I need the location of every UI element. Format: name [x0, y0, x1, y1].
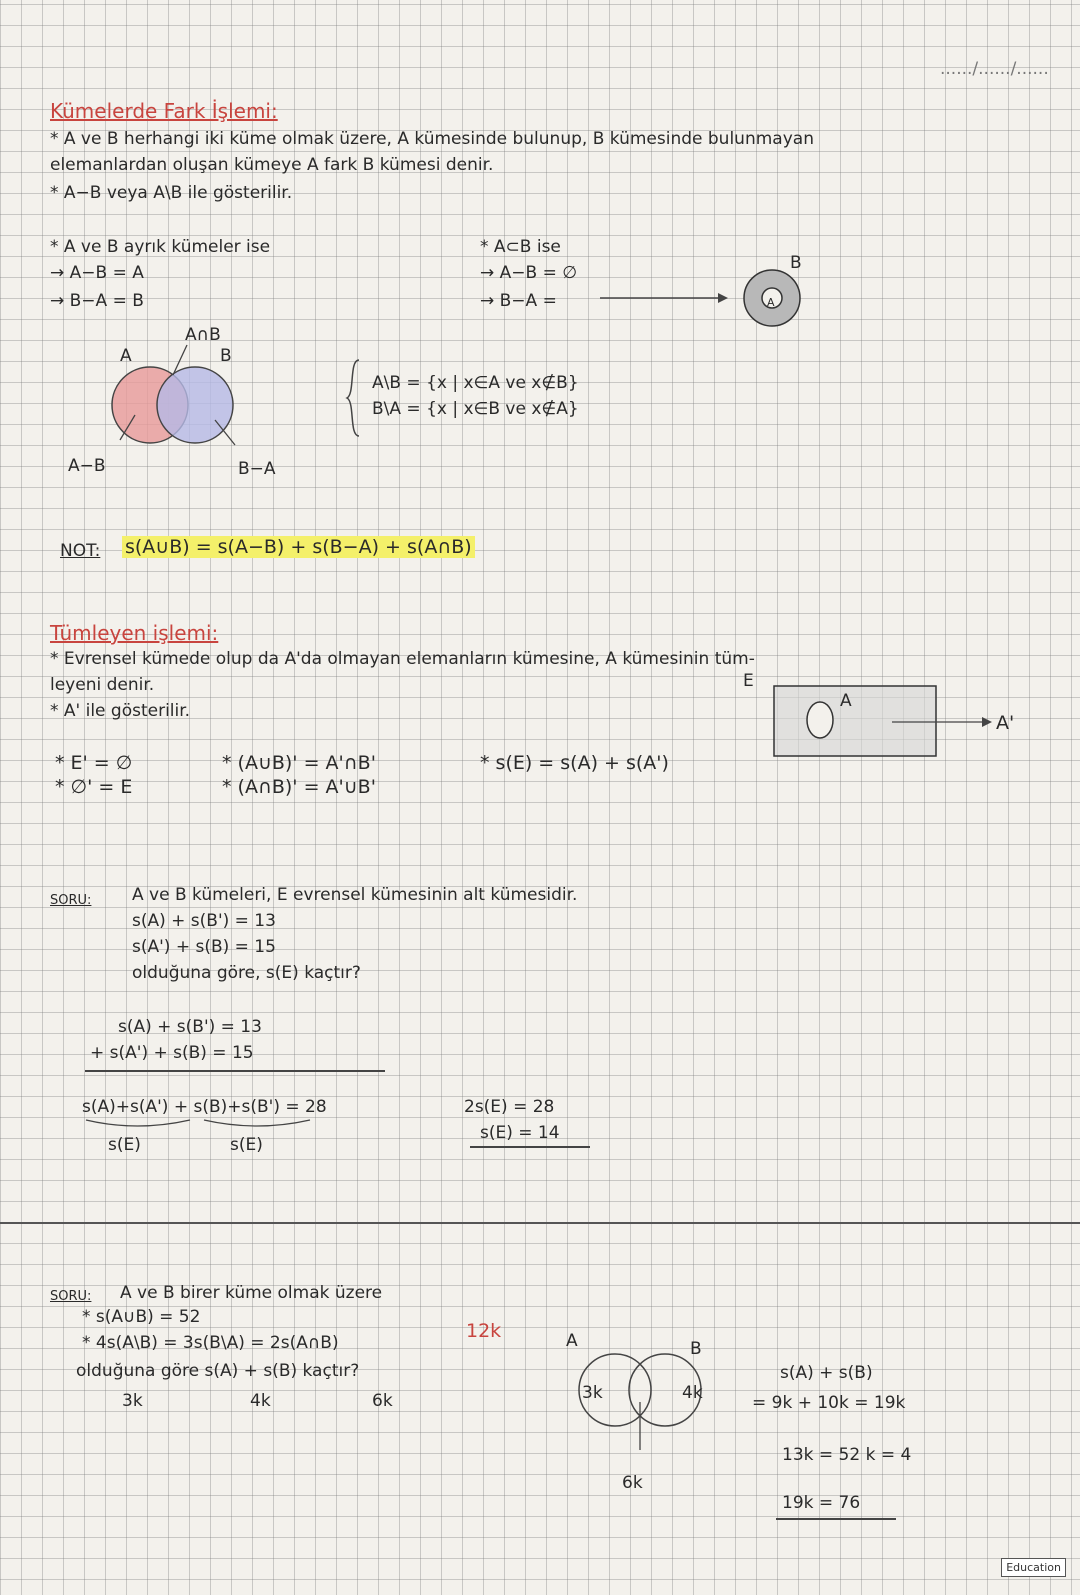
- text-line: * A ve B herhangi iki küme olmak üzere, A kümesinde bulunup, B kümesinde bulunmayan: [50, 129, 814, 149]
- section-divider: [0, 1222, 1080, 1224]
- text-line: → A−B = ∅: [480, 263, 578, 283]
- question-text: s(A) + s(B') = 13: [132, 911, 276, 931]
- a-label: A: [840, 691, 852, 711]
- section-title-difference: Kümelerde Fark İşlemi:: [50, 99, 278, 123]
- work-line: s(E): [108, 1135, 141, 1155]
- venn2-right: 4k: [682, 1383, 703, 1403]
- solution-line: 19k = 76: [782, 1493, 861, 1513]
- text-line: * A' ile gösterilir.: [50, 701, 191, 721]
- arrow-right-icon: [600, 290, 730, 310]
- note-12k: 12k: [466, 1320, 502, 1342]
- ring-label-a: A: [767, 296, 775, 309]
- venn2-label-b: B: [690, 1339, 702, 1359]
- work-line: s(A)+s(A') + s(B)+s(B') = 28: [82, 1097, 327, 1117]
- definition-b-minus-a: B\A = {x | x∈B ve x∉A}: [372, 399, 579, 419]
- result-underline: [470, 1146, 590, 1148]
- question-label: SORU:: [50, 1289, 92, 1304]
- brace-under-icon: [82, 1118, 322, 1132]
- complement-diagram: [772, 684, 1015, 764]
- venn-diagram-2: [570, 1340, 710, 1480]
- formula: * E' = ∅: [55, 752, 133, 774]
- venn2-left: 3k: [582, 1383, 603, 1403]
- text-line: * A ve B ayrık kümeler ise: [50, 237, 271, 257]
- work-line: + s(A') + s(B) = 15: [90, 1043, 254, 1063]
- work-line: s(A) + s(B') = 13: [118, 1017, 262, 1037]
- question-text: * 4s(A\B) = 3s(B\A) = 2s(A∩B): [82, 1333, 339, 1353]
- note-formula: s(A∪B) = s(A−B) + s(B−A) + s(A∩B): [122, 536, 475, 558]
- venn-diagram: [95, 355, 255, 455]
- question-text: A ve B kümeleri, E evrensel kümesinin alt kümesidir.: [132, 885, 578, 905]
- solution-underline: [776, 1518, 896, 1520]
- formula: * (A∪B)' = A'∩B': [222, 752, 376, 774]
- result-line: 2s(E) = 28: [464, 1097, 555, 1117]
- text-line: elemanlardan oluşan kümeye A fark B kümesi denir.: [50, 155, 494, 175]
- section-title-complement: Tümleyen işlemi:: [50, 621, 219, 645]
- ring-label-b: B: [790, 253, 802, 273]
- question-text: olduğuna göre, s(E) kaçtır?: [132, 963, 361, 983]
- text-line: → B−A = B: [50, 291, 144, 311]
- venn-label-a-minus-b: A−B: [68, 456, 106, 476]
- solution-line: 13k = 52 k = 4: [782, 1445, 912, 1465]
- venn-label-b-minus-a: B−A: [238, 459, 276, 479]
- k-value: 6k: [372, 1391, 393, 1411]
- brace-icon: [345, 358, 365, 438]
- formula: * ∅' = E: [55, 776, 133, 798]
- definition-a-minus-b: A\B = {x | x∈A ve x∉B}: [372, 373, 579, 393]
- note-label: NOT:: [60, 541, 101, 561]
- formula: * s(E) = s(A) + s(A'): [480, 752, 669, 774]
- text-line: * A⊂B ise: [480, 237, 561, 257]
- formula: * (A∩B)' = A'∪B': [222, 776, 376, 798]
- question-label: SORU:: [50, 893, 92, 908]
- question-text: olduğuna göre s(A) + s(B) kaçtır?: [76, 1361, 360, 1381]
- text-line: → B−A =: [480, 291, 557, 311]
- venn2-label-a: A: [566, 1331, 578, 1351]
- venn-label-a: A: [120, 346, 132, 366]
- a-prime-label: A': [996, 712, 1015, 734]
- work-line: s(E): [230, 1135, 263, 1155]
- text-line: * Evrensel kümede olup da A'da olmayan elemanların kümesine, A kümesinin tüm-: [50, 649, 755, 669]
- solution-line: = 9k + 10k = 19k: [752, 1393, 906, 1413]
- k-value: 3k: [122, 1391, 143, 1411]
- venn-label-intersection: A∩B: [185, 325, 221, 345]
- question-text: * s(A∪B) = 52: [82, 1307, 201, 1327]
- k-value: 4k: [250, 1391, 271, 1411]
- text-line: * A−B veya A\B ile gösterilir.: [50, 183, 293, 203]
- venn-label-b: B: [220, 346, 232, 366]
- date-placeholder: ....../....../......: [940, 59, 1049, 79]
- text-line: leyeni denir.: [50, 675, 155, 695]
- venn2-middle: 6k: [622, 1473, 643, 1493]
- subset-ring-diagram: [730, 250, 820, 340]
- question-text: s(A') + s(B) = 15: [132, 937, 276, 957]
- e-label: E: [743, 671, 754, 691]
- solution-line: s(A) + s(B): [780, 1363, 873, 1383]
- text-line: → A−B = A: [50, 263, 144, 283]
- question-text: A ve B birer küme olmak üzere: [120, 1283, 383, 1303]
- watermark-logo: Education: [1001, 1558, 1066, 1577]
- sum-line: [85, 1070, 385, 1072]
- result-line: s(E) = 14: [480, 1123, 560, 1143]
